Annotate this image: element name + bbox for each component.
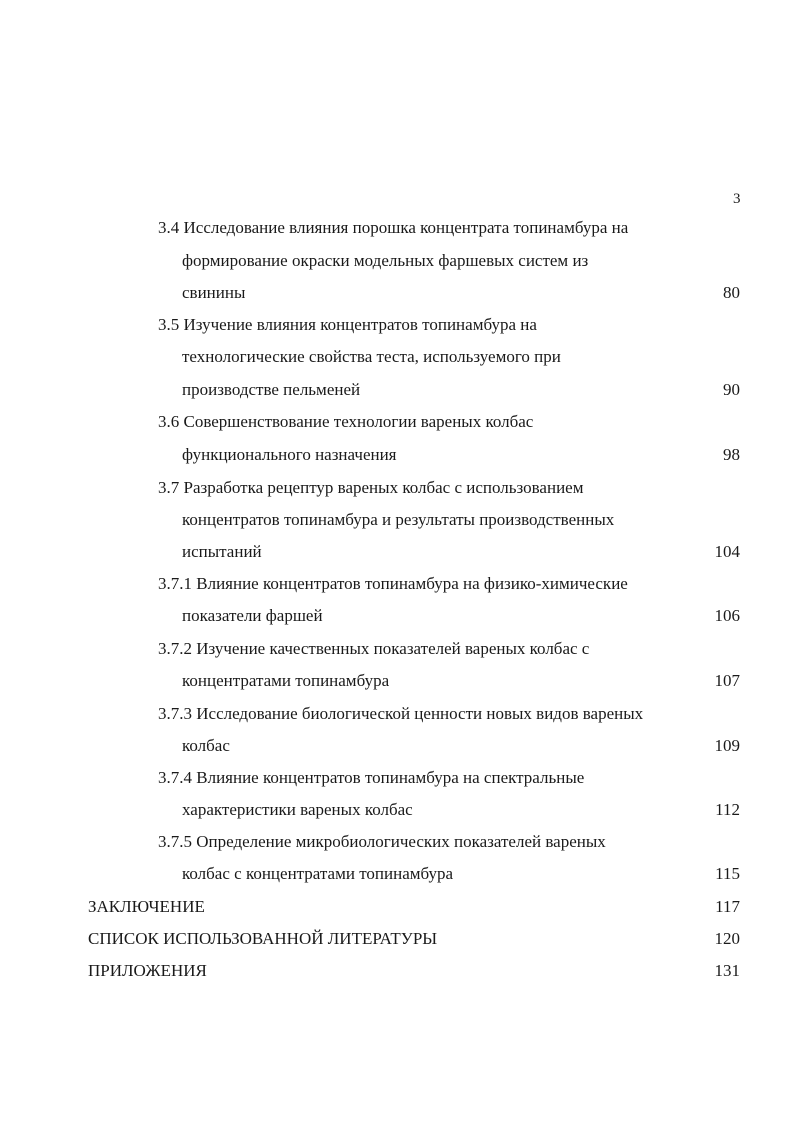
toc-entry-3-7-2-line-2: концентратами топинамбура: [182, 671, 390, 690]
toc-entry-3-5-line-1: 3.5 Изучение влияния концентратов топинамбура на: [158, 315, 537, 334]
toc-entry-3-4-line-1: 3.4 Исследование влияния порошка концентрата топинамбура на: [158, 218, 629, 237]
toc-entry-3-5-line-3: производстве пельменей: [182, 380, 361, 399]
toc-entry-3-7-1-line-1: 3.7.1 Влияние концентратов топинамбура на физико-химические: [158, 574, 628, 593]
toc-entry-3-7-4-line-2: характеристики вареных колбас: [182, 800, 413, 819]
toc-entry-appendices-page: 131: [714, 961, 740, 980]
toc-entry-3-7-5-line-2: колбас с концентратами топинамбура: [182, 864, 454, 883]
toc-entry-3-7-3-line-1: 3.7.3 Исследование биологической ценности новых видов вареных: [158, 704, 644, 723]
toc-entry-3-7-5-page: 115: [715, 864, 740, 883]
toc-entry-3-7-4-line-1: 3.7.4 Влияние концентратов топинамбура на спектральные: [158, 768, 585, 787]
toc-entry-3-7-1-line-2: показатели фаршей: [182, 606, 323, 625]
toc-entry-conclusion-page: 117: [715, 897, 740, 916]
toc-entry-3-4-page: 80: [723, 283, 740, 302]
toc-entry-references-page: 120: [714, 929, 740, 948]
page-number: 3: [733, 191, 741, 207]
toc-entry-3-6-line-2: функционального назначения: [182, 445, 397, 464]
toc-entry-3-5-page: 90: [723, 380, 740, 399]
toc-entry-appendices: ПРИЛОЖЕНИЯ: [88, 961, 207, 980]
toc-entry-3-7-4-page: 112: [715, 800, 740, 819]
toc-entry-3-7-2-line-1: 3.7.2 Изучение качественных показателей вареных колбас с: [158, 639, 590, 658]
toc-entry-3-4-line-2: формирование окраски модельных фаршевых систем из: [182, 251, 589, 270]
toc-entry-3-6-line-1: 3.6 Совершенствование технологии вареных колбас: [158, 412, 534, 431]
toc-entry-3-7-1-page: 106: [714, 606, 740, 625]
toc-entry-3-7-3-line-2: колбас: [182, 736, 230, 755]
toc-entry-3-7-2-page: 107: [714, 671, 740, 690]
toc-entry-3-7-line-3: испытаний: [182, 542, 262, 561]
toc-entry-3-7-page: 104: [714, 542, 740, 561]
toc-entry-references: СПИСОК ИСПОЛЬЗОВАННОЙ ЛИТЕРАТУРЫ: [88, 929, 438, 948]
toc-entry-3-4-line-3: свинины: [182, 283, 246, 302]
toc-entry-3-6-page: 98: [723, 445, 740, 464]
toc-entry-3-7-line-1: 3.7 Разработка рецептур вареных колбас с использованием: [158, 478, 584, 497]
toc-entry-3-7-line-2: концентратов топинамбура и результаты производственных: [182, 510, 615, 529]
toc-entry-3-7-3-page: 109: [714, 736, 740, 755]
toc-entry-3-7-5-line-1: 3.7.5 Определение микробиологических показателей вареных: [158, 832, 606, 851]
toc-entry-3-5-line-2: технологические свойства теста, используемого при: [182, 347, 561, 366]
toc-entry-conclusion: ЗАКЛЮЧЕНИЕ: [88, 897, 205, 916]
